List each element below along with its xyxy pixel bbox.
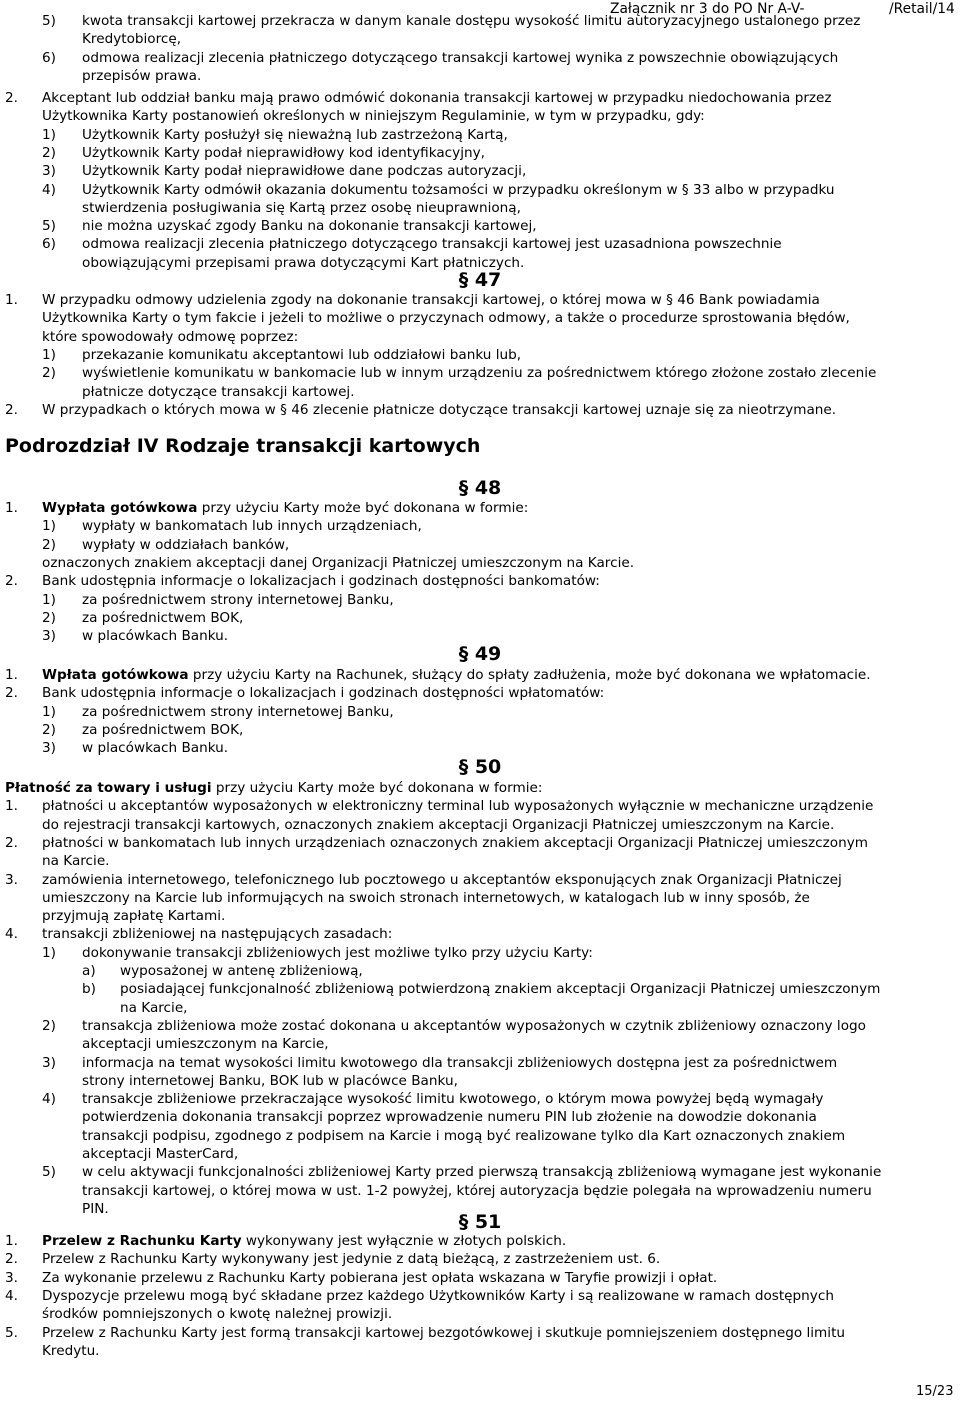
list-number: 5) [42, 13, 56, 29]
list-item-text: płatności w bankomatach lub innych urządzeniach oznaczonych znakiem akceptacji Organizacji Płatniczej umieszczonym [42, 834, 869, 851]
paragraph-rest: przy użyciu Karty może być dokonana w formie: [197, 500, 529, 516]
paragraph-rest: przy użyciu Karty na Rachunek, służący do spłaty zadłużenia, może być dokonana we wpłatomacie. [188, 667, 871, 683]
list-item-text: potwierdzenia dokonania transakcji poprzez wprowadzenie numeru PIN lub złożenie na dowodzie dokonania [82, 1109, 817, 1126]
list-item-text: za pośrednictwem BOK, [82, 721, 244, 738]
list-item-text: płatnicze dotyczące transakcji kartowej. [82, 383, 355, 400]
list-item-text: transakcji zbliżeniowej na następujących zasadach: [42, 926, 393, 943]
list-number: 2) [42, 1017, 56, 1034]
list-item-text: posiadającej funkcjonalność zbliżeniową potwierdzoną znakiem akceptacji Organizacji Płatniczej umieszczonym [120, 981, 881, 998]
list-item-text: wypłaty w bankomatach lub innych urządzeniach, [82, 518, 422, 535]
paragraph-rest: wykonywany jest wyłącznie w złotych polskich. [241, 1233, 567, 1249]
bold-term: Wypłata gotówkowa [42, 500, 198, 516]
list-item-text: transakcji podpisu, zgodnego z podpisem na Karcie i mogą być realizowane tylko dla Kart oznaczonych znakiem [82, 1127, 846, 1144]
paragraph-text: Akceptant lub oddział banku mają prawo odmówić dokonania transakcji kartowej w przypadku niedochowania przez [42, 90, 832, 106]
list-item-text: za pośrednictwem strony internetowej Banku, [82, 703, 394, 720]
list-number: 5) [42, 218, 56, 235]
paragraph-text: W przypadku odmowy udzielenia zgody na dokonanie transakcji kartowej, o której mowa w § 46 Bank powiadamia [42, 292, 820, 308]
list-item-text: w placówkach Banku. [82, 740, 229, 757]
list-item-text: Użytkownik Karty podał nieprawidłowy kod identyfikacyjny, [82, 144, 485, 161]
list-item-text: w placówkach Banku. [82, 628, 229, 645]
list-number: b) [82, 981, 96, 998]
list-item-text: przekazanie komunikatu akceptantowi lub oddziałowi banku lub, [82, 346, 522, 363]
list-number: 5. [5, 1324, 18, 1341]
list-item-text: kwota transakcji kartowej przekracza w danym kanale dostępu wysokość limitu autoryzacyjnego ustalonego przez [82, 13, 861, 29]
list-item-text: na Karcie. [42, 853, 110, 870]
list-item-text: Kredytu. [42, 1342, 100, 1359]
paragraph-text [42, 666, 871, 684]
list-item-text: zamówienia internetowego, telefonicznego lub pocztowego u akceptantów eksponujących znak Organizacji Płatniczej [42, 871, 842, 888]
section-title: § 48 [458, 477, 502, 499]
list-number: 1) [42, 944, 56, 961]
paragraph-text: Użytkownika Karty postanowień określonych w niniejszym Regulaminie, w tym w przypadku, gdy: [42, 108, 705, 125]
paragraph-number: 2. [5, 685, 18, 702]
list-item-text: informacja na temat wysokości limitu kwotowego dla transakcji zbliżeniowych dostępna jest za pośrednictwem [82, 1054, 838, 1071]
page-header-left: Załącznik nr 3 do PO Nr A-V- [610, 1, 805, 17]
section-title: § 47 [458, 269, 502, 291]
list-item-text: na Karcie, [120, 999, 188, 1016]
list-item-text: przyjmują zapłatę Kartami. [42, 908, 226, 925]
list-item-text: za pośrednictwem BOK, [82, 609, 244, 626]
list-item-text: Przelew z Rachunku Karty wykonywany jest jedynie z datą bieżącą, z zastrzeżeniem ust. 6. [42, 1251, 661, 1268]
list-number: 6) [42, 49, 56, 66]
list-number: 4) [42, 181, 56, 198]
list-item-text [42, 1232, 566, 1250]
page-header-right: /Retail/14 [889, 1, 955, 17]
list-number: 2) [42, 721, 56, 738]
paragraph-number: 1. [5, 667, 18, 683]
paragraph-number: 2. [5, 90, 18, 106]
list-item-text: dokonywanie transakcji zbliżeniowych jest możliwe tylko przy użyciu Karty: [82, 944, 593, 961]
list-number: 2. [5, 1251, 18, 1268]
paragraph-text [5, 779, 542, 797]
list-item-text: Za wykonanie przelewu z Rachunku Karty pobierana jest opłata wskazana w Taryfie prowizji i opłat. [42, 1269, 718, 1286]
paragraph-number: 2. [5, 573, 18, 590]
list-item-text: nie można uzyskać zgody Banku na dokonanie transakcji kartowej, [82, 218, 537, 235]
list-item-text: wyposażonej w antenę zbliżeniową, [120, 963, 363, 979]
list-item-text: Użytkownik Karty posłużył się nieważną lub zastrzeżoną Kartą, [82, 126, 508, 143]
bold-term: Wpłata gotówkowa [42, 667, 189, 683]
list-item-text: Kredytobiorcę, [82, 31, 182, 48]
list-item-text: przepisów prawa. [82, 67, 202, 84]
list-number: 5) [42, 1164, 56, 1181]
list-number: 2) [42, 609, 56, 626]
list-number: 1. [5, 1233, 18, 1249]
list-number: 4. [5, 926, 18, 943]
list-item-text: strony internetowej Banku, BOK lub w placówce Banku, [82, 1072, 458, 1089]
list-number: 2) [42, 536, 56, 553]
list-number: a) [82, 963, 96, 979]
paragraph-text [42, 499, 528, 517]
list-item-text: transakcje zbliżeniowe przekraczające wysokość limitu kwotowego, o którym mowa powyżej będą wymagały [82, 1091, 824, 1108]
list-number: 1) [42, 591, 56, 608]
subsection-title: Podrozdział IV Rodzaje transakcji kartowych [5, 435, 481, 457]
paragraph-number: 2. [5, 401, 18, 418]
paragraph-number: 1. [5, 500, 18, 516]
list-item-text: stwierdzenia posługiwania się Kartą przez osobę nieuprawnioną, [82, 199, 521, 216]
list-number: 1) [42, 126, 56, 143]
list-number: 4. [5, 1287, 18, 1304]
section-title: § 50 [458, 756, 502, 778]
list-item-text: Dyspozycje przelewu mogą być składane przez każdego Użytkowników Karty i są realizowane w ramach dostępnych [42, 1287, 834, 1304]
list-item-text: w celu aktywacji funkcjonalności zbliżeniowej Karty przed pierwszą transakcją zbliżeniową wymagane jest wykonanie [82, 1164, 882, 1181]
paragraph-text: W przypadkach o których mowa w § 46 zlecenie płatnicze dotyczące transakcji kartowej uznaje się za nieotrzymane. [42, 401, 837, 418]
list-number: 3) [42, 1054, 56, 1071]
list-item-text: wypłaty w oddziałach banków, [82, 536, 290, 553]
list-item-text: obowiązującymi przepisami prawa dotyczącymi Kart płatniczych. [82, 254, 525, 271]
page-number: 15/23 [916, 1384, 954, 1399]
list-item-text: transakcji kartowej, o której mowa w ust. 1-2 powyżej, której autoryzacja będzie polegała na wprowadzeniu numeru [82, 1182, 872, 1199]
list-item-text: Użytkownik Karty odmówił okazania dokumentu tożsamości w przypadku określonym w § 33 albo w przypadku [82, 181, 835, 198]
list-item-text: odmowa realizacji zlecenia płatniczego dotyczącego transakcji kartowej jest uzasadniona powszechnie [82, 236, 782, 253]
list-number: 2. [5, 834, 18, 851]
list-number: 1) [42, 703, 56, 720]
list-number: 2) [42, 144, 56, 161]
list-item-text: akceptacji MasterCard, [82, 1146, 239, 1162]
section-title: § 51 [458, 1211, 502, 1233]
list-number: 1) [42, 518, 56, 535]
list-number: 6) [42, 236, 56, 253]
paragraph-text: które spowodowały odmowę poprzez: [42, 328, 299, 345]
list-number: 1) [42, 346, 56, 363]
list-item-text: wyświetlenie komunikatu w bankomacie lub w innym urządzeniu za pośrednictwem którego złożone zostało zlecenie [82, 365, 877, 382]
list-item-text: umieszczony na Karcie lub informujących na swoich stronach internetowych, w katalogach lub w inny sposób, że [42, 889, 810, 906]
list-item-text: Przelew z Rachunku Karty jest formą transakcji kartowej bezgotówkowej i skutkuje pomniejszeniem dostępnego limitu [42, 1324, 846, 1341]
list-number: 3) [42, 628, 56, 645]
paragraph-text: Użytkownika Karty o tym fakcie i jeżeli to możliwe o przyczynach odmowy, a także o procedurze sprostowania błędów, [42, 310, 850, 327]
paragraph-number: 1. [5, 292, 18, 308]
paragraph-rest: przy użyciu Karty może być dokonana w formie: [211, 780, 543, 796]
list-item-text: odmowa realizacji zlecenia płatniczego dotyczącego transakcji kartowej wynika z powszechnie obowiązujących [82, 49, 839, 66]
bold-term: Płatność za towary i usługi [5, 780, 212, 796]
list-number: 3) [42, 163, 56, 180]
list-number: 2) [42, 365, 56, 382]
list-item-text: Użytkownik Karty podał nieprawidłowe dane podczas autoryzacji, [82, 163, 527, 180]
list-item-text: akceptacji umieszczonym na Karcie, [82, 1036, 329, 1053]
list-item-text: PIN. [82, 1200, 109, 1217]
list-item-text: płatności u akceptantów wyposażonych w elektroniczny terminal lub wyposażonych wyłącznie w mechaniczne urządzenie [42, 798, 874, 815]
section-title: § 49 [458, 643, 502, 665]
list-number: 3. [5, 1269, 18, 1286]
list-item-text: do rejestracji transakcji kartowych, oznaczonych znakiem akceptacji Organizacji Płatniczej umieszczonym na Karcie. [42, 816, 835, 833]
paragraph-text: Bank udostępnia informacje o lokalizacjach i godzinach dostępności wpłatomatów: [42, 685, 605, 702]
list-number: 3) [42, 740, 56, 757]
list-number: 4) [42, 1091, 56, 1108]
bold-term: Przelew z Rachunku Karty [42, 1233, 242, 1249]
paragraph-text: Bank udostępnia informacje o lokalizacjach i godzinach dostępności bankomatów: [42, 573, 600, 590]
paragraph-text: oznaczonych znakiem akceptacji danej Organizacji Płatniczej umieszczonym na Karcie. [42, 554, 635, 571]
list-item-text: środków pomniejszonych o kwotę należnej prowizji. [42, 1306, 393, 1323]
list-item-text: za pośrednictwem strony internetowej Banku, [82, 591, 394, 608]
list-item-text: transakcja zbliżeniowa może zostać dokonana u akceptantów wyposażonych w czytnik zbliżeniowy oznaczony logo [82, 1017, 866, 1034]
list-number: 1. [5, 798, 18, 815]
list-number: 3. [5, 871, 18, 888]
